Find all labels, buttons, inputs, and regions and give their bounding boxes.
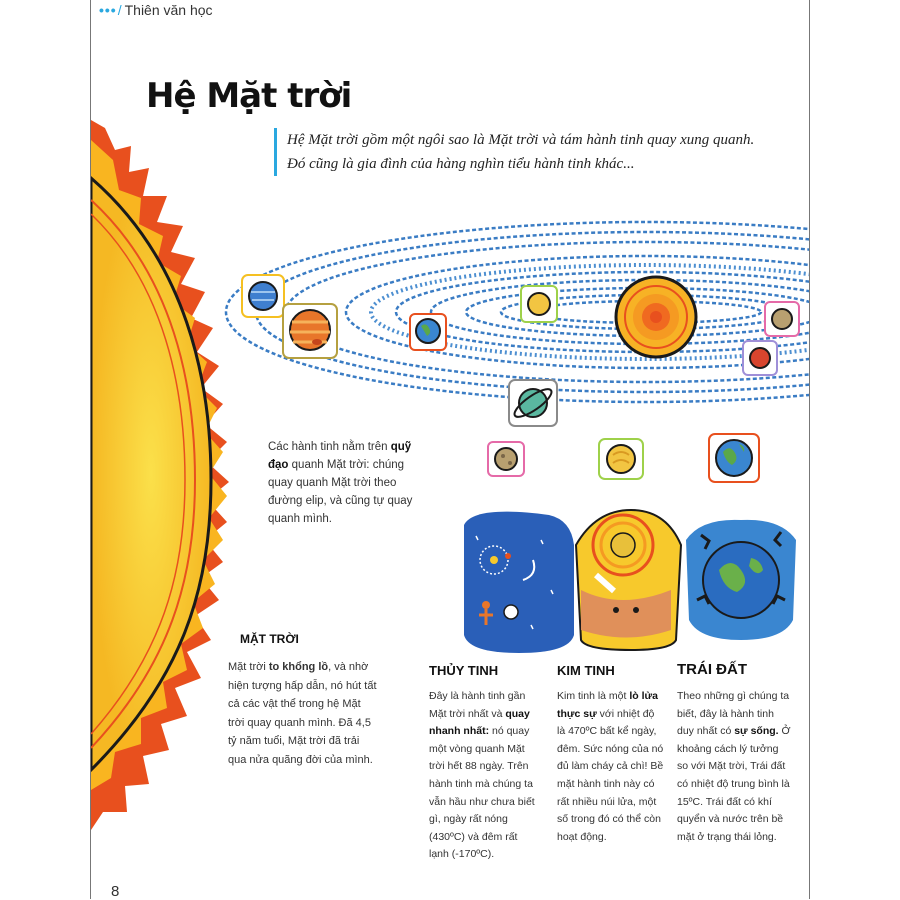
- earth-illustration: [686, 520, 796, 640]
- planet-venus-orbit: [521, 286, 557, 322]
- mercury-thumbnail: [488, 442, 524, 476]
- intro-line-1: Hệ Mặt trời gồm một ngôi sao là Mặt trời và tám hành tinh quay xung quanh.: [287, 132, 755, 148]
- book-page: [90, 0, 810, 899]
- mercury-text: Đây là hành tinh gần Mặt trời nhất và quay nhanh nhất: nó quay một vòng quanh Mặt trời hết 88 ngày. Trên hành tinh mà chúng ta vẫn hầu như chưa biết gì, ngày rất nóng (430ºC) và đêm rất lạnh (-170ºC).: [429, 690, 535, 861]
- venus-thumbnail: [599, 439, 643, 479]
- term-orbit: quỹ đạo: [268, 441, 412, 471]
- venus-illustration: [576, 510, 681, 650]
- mercury-heading: THỦY TINH: [429, 663, 499, 678]
- earth-heading: TRÁI ĐẤT: [677, 661, 747, 678]
- page-title: Hệ Mặt trời: [146, 76, 352, 116]
- planet-jupiter: [283, 304, 337, 358]
- intro-text: [274, 128, 787, 176]
- planet-earth-orbit: [410, 314, 446, 350]
- intro-line-2: Đó cũng là gia đình của hàng nghìn tiểu hành tinh khác...: [287, 156, 635, 172]
- earth-text: Theo những gì chúng ta biết, đây là hành tinh duy nhất có sự sống. Ở khoảng cách lý tưởng so với Mặt trời, Trái đất có nhiệt độ trung bình là 15ºC. Trái đất có khí quyển và nước trên bề mặt ở trạng thái lỏng.: [677, 690, 791, 843]
- planet-mars: [743, 341, 777, 375]
- sun-text: Mặt trời to khổng lồ, và nhờ hiện tượng hấp dẫn, nó hút tất cả các vật thể trong hệ Mặt trời quay quanh mình. Đã 4,5 tỷ năm tuổi, Mặt trời đã trải qua nửa quãng đời của mình.: [228, 661, 377, 766]
- dots-icon: •••: [99, 2, 117, 18]
- venus-heading: KIM TINH: [557, 663, 615, 678]
- page-number: 8: [111, 883, 120, 899]
- section-header: •••/ Thiên văn học: [99, 2, 213, 18]
- central-sun: [616, 277, 696, 357]
- planet-mercury-orbit: [765, 302, 799, 336]
- mercury-illustration: [464, 512, 574, 653]
- sun-illustration: [91, 120, 229, 830]
- orbit-note: Các hành tinh nằm trên quỹ đạo quanh Mặt trời: chúng quay quanh Mặt trời theo đường elip, và cũng tự quay quanh mình.: [268, 441, 413, 525]
- sun-heading: MẶT TRỜI: [240, 632, 299, 646]
- earth-thumbnail: [709, 434, 759, 482]
- section-title: Thiên văn học: [124, 2, 213, 18]
- venus-text: Kim tinh là một lò lửa thực sự với nhiệt độ là 470ºC bất kể ngày, đêm. Sức nóng của nó đủ làm cháy cả chì! Bề mặt hành tinh này có rất nhiều núi lửa, một số trong đó có thể còn hoạt động.: [557, 690, 664, 843]
- planet-neptune: [242, 275, 284, 317]
- planet-saturn: [509, 380, 557, 426]
